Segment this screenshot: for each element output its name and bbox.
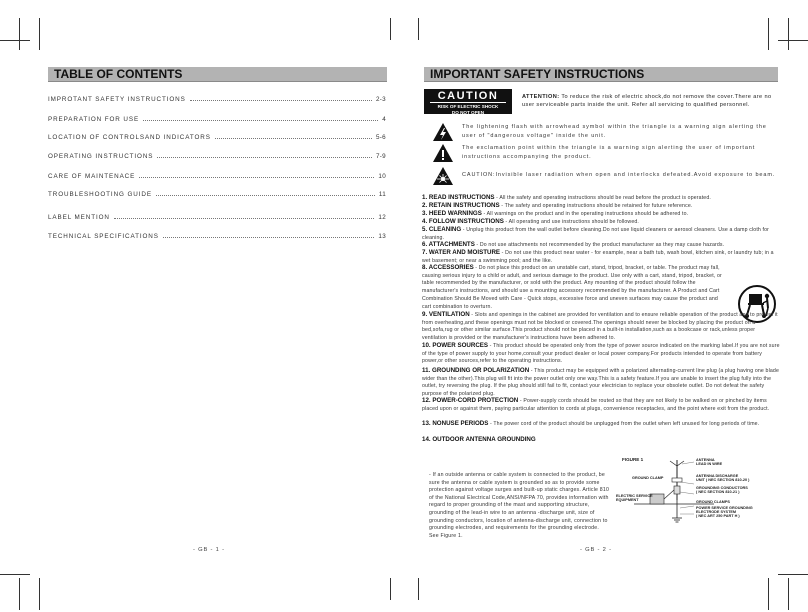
- toc-entry: [48, 212, 386, 221]
- toc-leader-dots: [157, 157, 372, 158]
- instruction-number: 6.: [422, 241, 428, 248]
- toc-entry-label: TROUBLESHOOTING GUIDE: [48, 191, 152, 198]
- instruction-title: READ INSTRUCTIONS: [428, 194, 495, 201]
- toc-entry-page: 5-6: [375, 134, 386, 141]
- caution-label: [424, 89, 512, 114]
- instruction-item: [422, 420, 780, 429]
- crop-mark: [788, 18, 789, 50]
- toc-entry: [48, 114, 386, 123]
- toc-leader-dots: [114, 218, 375, 219]
- instruction-number: 2.: [422, 202, 428, 209]
- instruction-title: POWER SOURCES: [432, 342, 489, 349]
- instruction-item: [422, 436, 780, 445]
- symbol-text: The exclamation point within the triangle is a warning sign alerting the user of important instructions accompanying the product.: [462, 145, 756, 160]
- toc-entry-label: CARE OF MAINTENACE: [48, 173, 136, 180]
- toc-entry-label: LOCATION OF CONTROLSAND INDICATORS: [48, 134, 211, 141]
- attention-label: ATTENTION:: [522, 94, 560, 100]
- toc-entry: [48, 189, 386, 198]
- crop-mark: [768, 18, 769, 50]
- toc-leader-dots: [156, 195, 375, 196]
- toc-entry-label: OPERATING INSTRUCTIONS: [48, 153, 154, 160]
- instruction-text: - This product may be equipped with a polarized alternating-current line plug (a plug having one blade wider than the other).This plug will fit into the power outlet only one way.This is a safety feature.If you are unable to insert the plug fully into the outlet, try reversing the plug. If the plug should still fail to fit, contact your electrician to replace your obsolete outlet. Do not defeat the safety purpose of the polarized plug.: [422, 368, 779, 398]
- instruction-title: OUTDOOR ANTENNA GROUNDING: [432, 436, 536, 443]
- toc-entry: [48, 151, 386, 160]
- crop-mark: [418, 18, 419, 40]
- instruction-title: VENTILATION: [428, 311, 470, 318]
- crop-mark: [19, 578, 20, 610]
- toc-title: TABLE OF CONTENTS: [48, 67, 387, 82]
- attention-note: [522, 93, 780, 109]
- toc-entry-label: PREPARATION FOR USE: [48, 116, 140, 123]
- figure-label-electric-service: ELECTRIC SERVICE EQUIPMENT: [616, 494, 653, 503]
- instruction-number: 11.: [422, 367, 431, 374]
- antenna-grounding-figure: [614, 456, 784, 528]
- instruction-title: ACCESSORIES: [428, 264, 474, 271]
- instruction-title: RETAIN INSTRUCTIONS: [428, 202, 500, 209]
- instruction-title: POWER-CORD PROTECTION: [432, 397, 519, 404]
- lightning-triangle-icon: [432, 122, 454, 142]
- see-figure: See Figure 1.: [429, 532, 463, 539]
- caution-word: CAUTION: [437, 90, 499, 102]
- laser-triangle-icon: [432, 166, 454, 186]
- crop-mark: [768, 578, 769, 610]
- toc-leader-dots: [139, 177, 374, 178]
- crop-mark: [390, 578, 391, 600]
- instruction-text: - All operating and use instructions should be followed.: [503, 219, 639, 225]
- instruction-number: 1.: [422, 194, 428, 201]
- toc-leader-dots: [190, 100, 372, 101]
- figure-title: FIGURE 1: [622, 457, 644, 462]
- symbol-text: CAUTION:Invisible laser radiation when open and interlocks defeated.Avoid exposure to beam.: [462, 172, 776, 178]
- instruction-item: [422, 342, 780, 366]
- figure-label-antenna-lead: ANTENNA LEAD IN WIRE: [696, 458, 723, 467]
- crop-mark: [0, 574, 30, 575]
- instruction-item: [422, 226, 780, 242]
- instruction-text: - Do not use attachments not recommended by the product manufacturer as they may cause hazards.: [474, 242, 725, 248]
- instruction-number: 8.: [422, 264, 428, 271]
- toc-entry: [48, 171, 386, 180]
- toc-entry: [48, 132, 386, 141]
- instruction-text: - All the safety and operating instructions should be read before the product is operated.: [494, 195, 711, 201]
- instruction-number: 5.: [422, 226, 428, 233]
- crop-mark: [39, 578, 40, 610]
- instruction-title: ATTACHMENTS: [428, 241, 475, 248]
- instruction-title: HEED WARNINGS: [428, 210, 482, 217]
- toc-entry-label: IMPROTANT SAFETY INSTRUCTIONS: [48, 96, 186, 103]
- instruction-number: 14.: [422, 436, 431, 443]
- instruction-item: [422, 311, 780, 343]
- attention-text: To reduce the risk of electric shock,do not remove the cover.There are no user serviceable parts inside the unit. Refer all servicing to qualified personnel.: [522, 94, 772, 108]
- figure-label-grounding-conductors: GROUNDING CONDUCTORS ( NEC SECTION 810-21 ): [696, 486, 748, 495]
- toc-leader-dots: [163, 237, 375, 238]
- instruction-item: [422, 367, 780, 399]
- instruction-item: [422, 397, 780, 413]
- toc-entry-label: TECHNICAL SPECIFICATIONS: [48, 233, 159, 240]
- exclamation-triangle-icon: [432, 143, 454, 163]
- caution-line1: RISK OF ELECTRIC SHOCK: [430, 102, 506, 110]
- toc-entry-label: LABEL MENTION: [48, 214, 110, 221]
- instruction-number: 7.: [422, 249, 428, 256]
- toc-entry-page: 2-3: [375, 96, 386, 103]
- instruction-title: GROUNDING OR POLARIZATION: [432, 367, 530, 374]
- crop-mark: [390, 18, 391, 40]
- instruction-text: - Do not use this product near water - for example, near a bath tub, wash bowl, kitchen sink, or laundry tub; in a wet basement; or near a swimming pool; and the like.: [422, 250, 774, 264]
- figure-label-ground-clamps: GROUND CLAMPS: [696, 500, 730, 504]
- symbol-row: [432, 143, 780, 163]
- symbol-text: The lightening flash with arrowhead symbol within the triangle is a warning sign alerting the user of "dangerous voltage" inside the unit.: [462, 124, 767, 139]
- toc-entry-page: 12: [378, 214, 386, 221]
- toc-entry-page: 4: [382, 116, 386, 123]
- figure-label-ground-clamp: GROUND CLAMP: [632, 476, 664, 480]
- safety-title: IMPORTANT SAFETY INSTRUCTIONS: [424, 67, 778, 82]
- crop-mark: [778, 574, 808, 575]
- instruction-number: 3.: [422, 210, 428, 217]
- toc-entry: [48, 231, 386, 240]
- toc-entry-page: 11: [378, 191, 386, 198]
- instruction-number: 9.: [422, 311, 428, 318]
- instruction-text: - Unplug this product from the wall outlet before cleaning.Do not use liquid cleaners or aerosol cleaners. Use a damp cloth for cleaning.: [422, 227, 770, 241]
- crop-mark: [39, 18, 40, 50]
- symbol-row: [432, 122, 780, 142]
- instruction-text: - This product should be operated only from the type of power source indicated on the marking label.If you are not sure of the type of power supply to your home,consult your product dealer or local power company.For products intended to operate from battery power,or other sources,refer to the operating instructions.: [422, 343, 780, 365]
- instruction-text: - The power cord of the product should be unplugged from the outlet when left unused for long periods of time.: [488, 421, 760, 427]
- figure-label-discharge-unit: ANTENNA DISCHARGE UNIT ( NEC SECTION 810-20 ): [696, 474, 750, 483]
- instruction-title: NONUSE PERIODS: [432, 420, 489, 427]
- antenna-paragraph: - If an outside antenna or cable system is connected to the product, be sure the antenna or cable system is grounded so as to provide some protection against voltage surges and built-up static charges. Article 810 of the National Electrical Code,ANSI/NFPA 70, provides information with regard to proper grounding of the mast and supporting structure, grounding of the lead-in wire to an antenna -discharge unit, size of grounding conductors, location of antenna-discharge unit, connection to grounding electrodes, and requirements for the grounding electrode.: [429, 472, 610, 532]
- toc-leader-dots: [143, 120, 378, 121]
- instruction-text: - Power-supply cords should be routed so that they are not likely to be walked on or pinched by items placed upon or against them, paying particular attention to cords at plugs, convenience receptacles, and the point where exit from the product.: [422, 398, 770, 412]
- figure-label-power-service: POWER SERVICE GROUNDING ELECTRODE SYSTEM ( NEC ART 250 PART H ): [696, 506, 753, 519]
- crop-mark: [788, 578, 789, 610]
- crop-mark: [19, 18, 20, 50]
- toc-entry-page: 13: [378, 233, 386, 240]
- instruction-text: - All warnings on the product and in the operating instructions should be adhered to.: [481, 211, 689, 217]
- toc-entry: [48, 94, 386, 103]
- crop-mark: [778, 40, 808, 41]
- instruction-item: [422, 249, 780, 265]
- crop-mark: [0, 40, 30, 41]
- instruction-number: 12.: [422, 397, 431, 404]
- toc-entry-page: 7-9: [375, 153, 386, 160]
- caution-line2: DO NOT OPEN: [451, 109, 485, 115]
- toc-entry-page: 10: [378, 173, 386, 180]
- instruction-item: [422, 264, 722, 311]
- instruction-title: CLEANING: [428, 226, 462, 233]
- instruction-number: 10.: [422, 342, 431, 349]
- instruction-title: WATER AND MOISTURE: [428, 249, 501, 256]
- instruction-text: - Slots and openings in the cabinet are provided for ventilation and to ensure reliable operation of the product and to protect it from overheating,and these openings must not be blocked or covered.The openings should never be blocked by placing the product on a bed,sofa,rug or other similar surface.This product should not be placed in a built-in installation,such as a bookcase or rack,unless proper ventilation is provided or the manufacturer's instructions have been adhered to.: [422, 312, 778, 342]
- instruction-text: - The safety and operating instructions should be retained for future reference.: [499, 203, 693, 209]
- symbol-row: [432, 166, 780, 186]
- instruction-title: FOLLOW INSTRUCTIONS: [428, 218, 504, 225]
- crop-mark: [418, 578, 419, 600]
- instruction-number: 4.: [422, 218, 428, 225]
- antenna-grounding-text: [429, 472, 612, 540]
- instruction-number: 13.: [422, 420, 431, 427]
- instruction-text: - Do not place this product on an unstable cart, stand, tripod, bracket, or table. The product may fall, causing serious injury to a child or adult, and serious damage to the product. Use only with a cart, stand, tripod, bracket, or table recommended by the manufacturer, or sold with the product. Any mounting of the product should follow the manufacturer's instructions, and should use a mounting accessory recommended by the manufacturer. A Product and Cart Combination Should Be Moved with Care - Quick stops, excessive force and uneven surfaces may cause the product and cart combination to overturn.: [422, 265, 722, 310]
- toc-leader-dots: [215, 138, 372, 139]
- page-footer-right: - GB - 2 -: [580, 547, 612, 553]
- page-footer-left: - GB - 1 -: [193, 547, 225, 553]
